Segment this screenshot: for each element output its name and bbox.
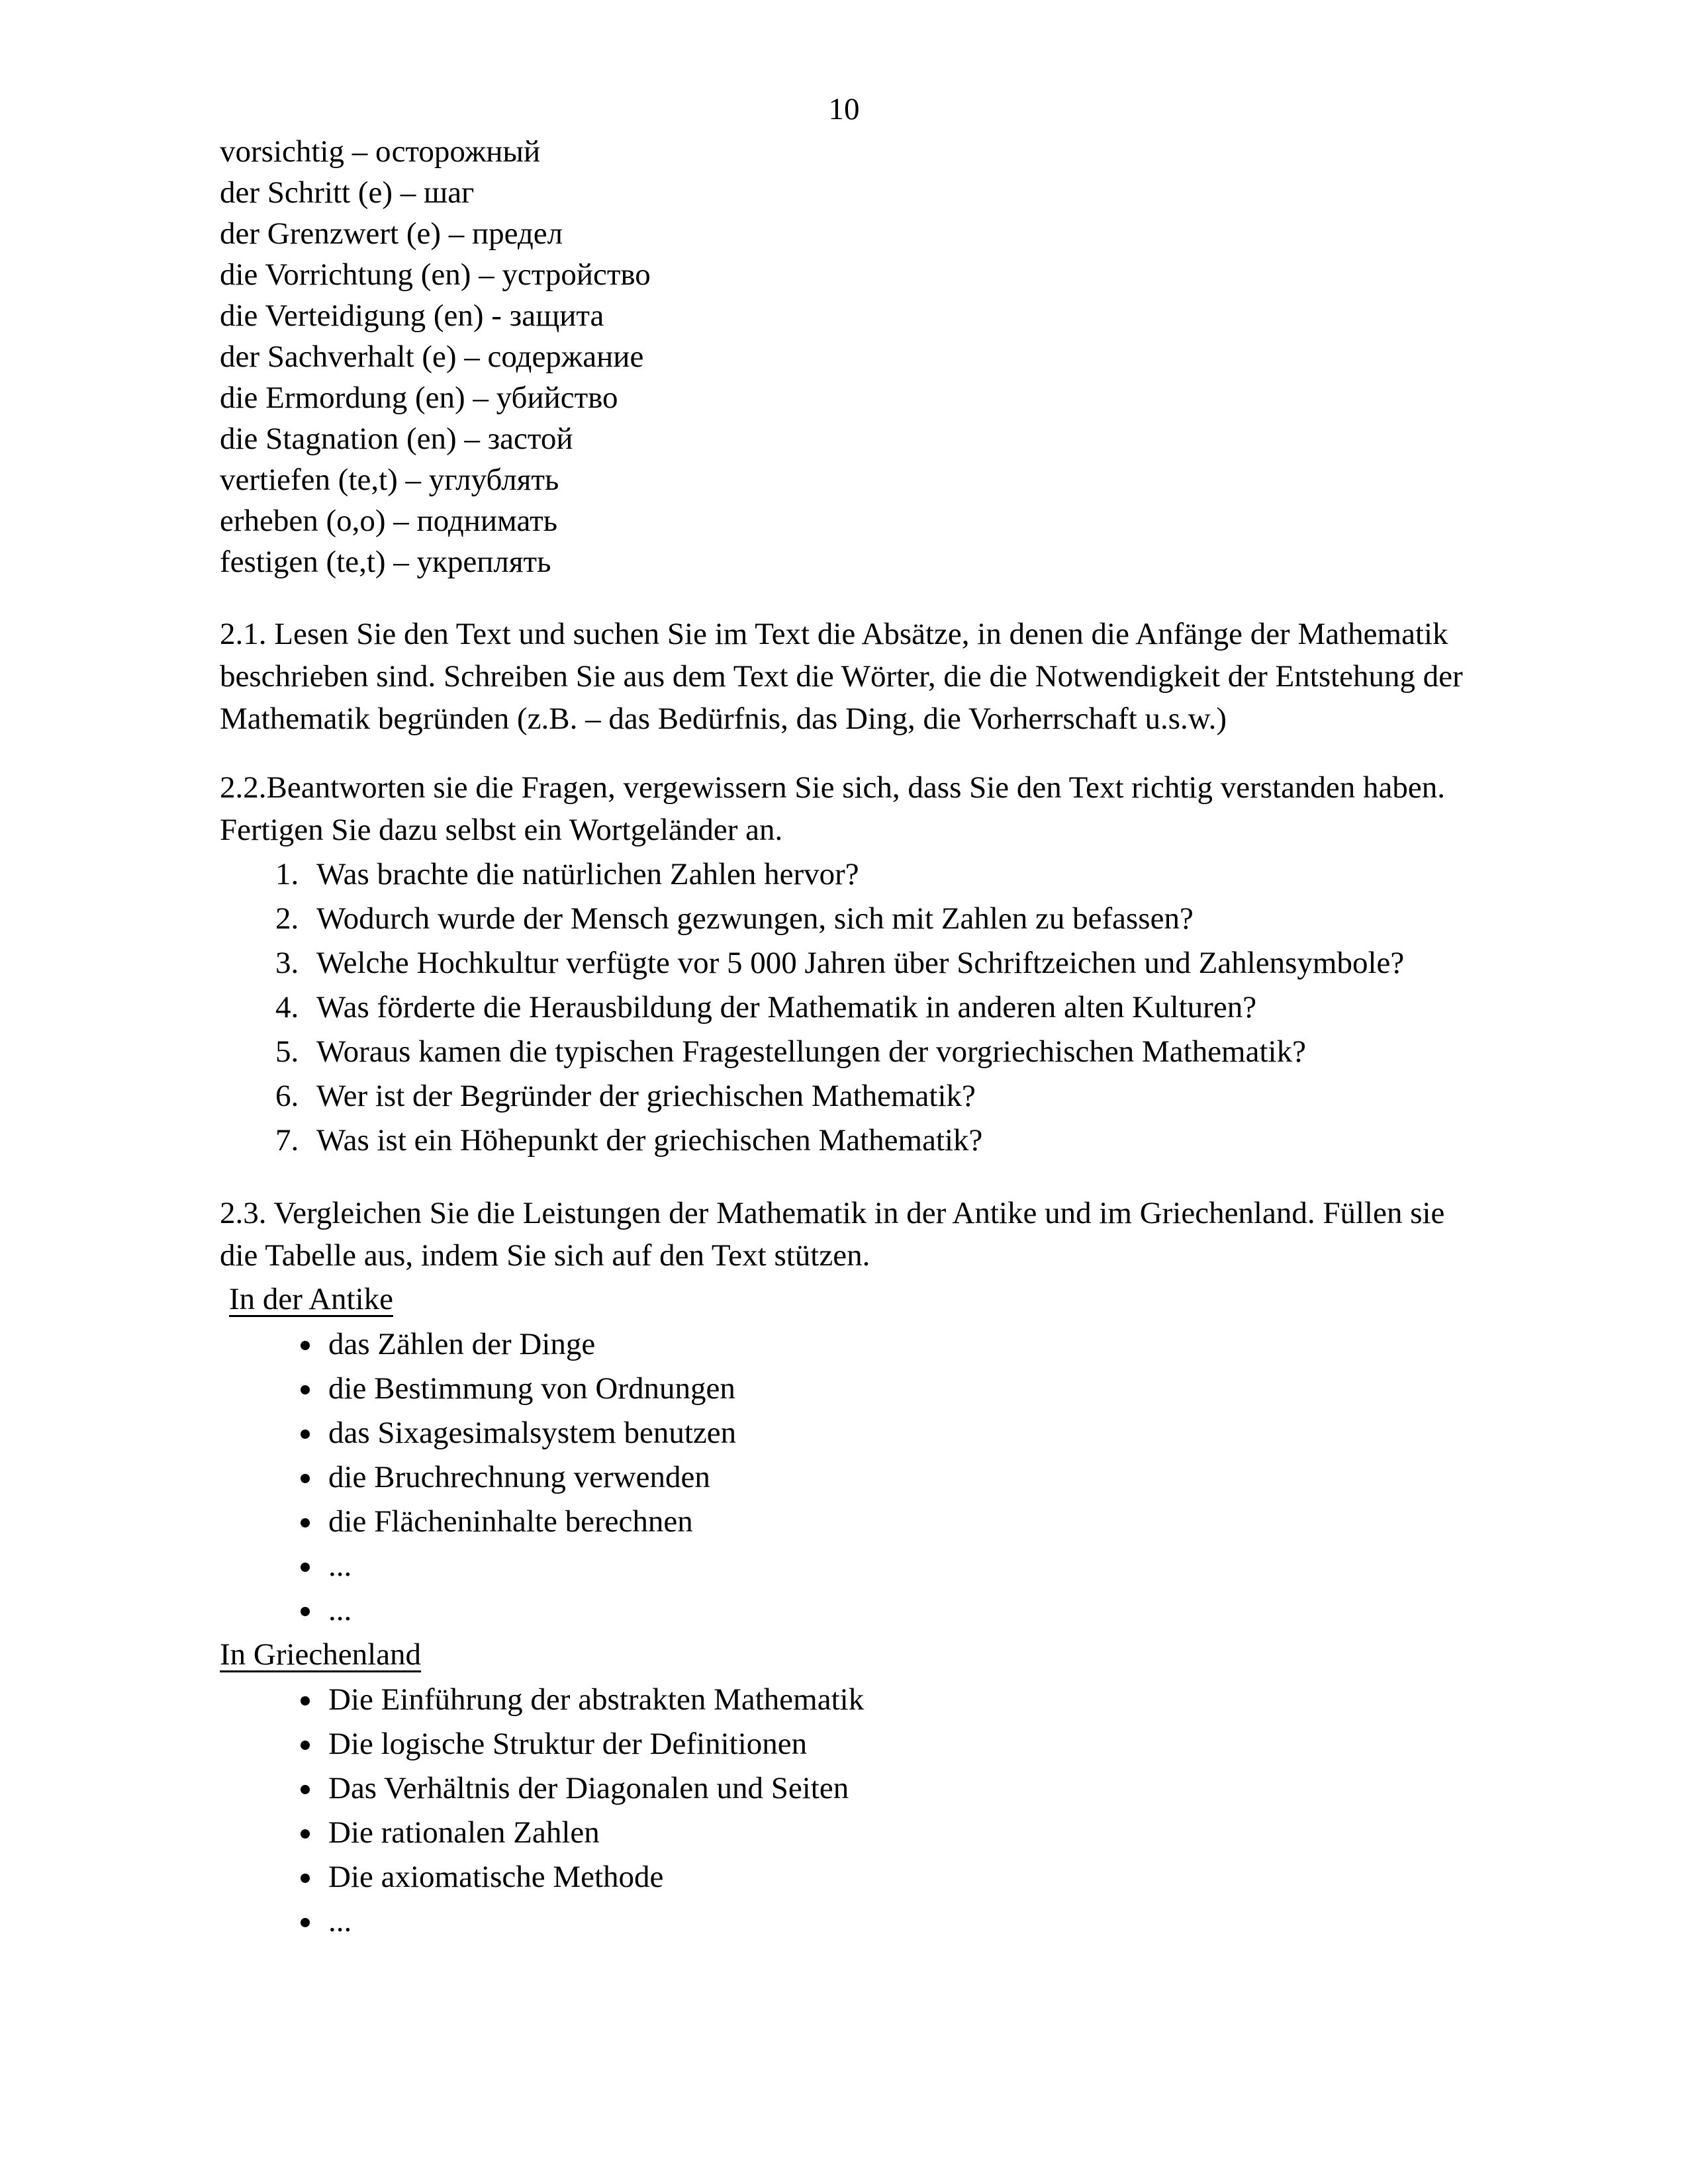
griechenland-heading-text: In Griechenland (220, 1637, 422, 1672)
antike-item: • ... (323, 1589, 1477, 1631)
question-item (220, 1075, 1477, 1117)
vocab-entry: der Schritt (e) – шаг (220, 175, 475, 210)
question-item (220, 1119, 1477, 1161)
question-item (220, 1030, 1477, 1073)
question-number: 5. (275, 1034, 299, 1069)
griechenland-heading (220, 1633, 1477, 1676)
griechenland-item: • Die axiomatische Methode (323, 1856, 1477, 1898)
antike-item: • das Sixagesimalsystem benutzen (323, 1412, 1477, 1454)
antike-list (220, 1323, 1477, 1631)
question-item (220, 942, 1477, 984)
question-number: 2. (275, 901, 299, 936)
vocab-entry: erheben (o,o) – поднимать (220, 504, 558, 538)
question-number: 7. (275, 1123, 299, 1158)
question-number: 6. (275, 1079, 299, 1113)
antike-item: • das Zählen der Dinge (323, 1323, 1477, 1365)
question-text: Wer ist der Begründer der griechischen Mathematik? (316, 1079, 976, 1113)
vocab-entry: vorsichtig – осторожный (220, 134, 541, 169)
question-text: Was ist ein Höhepunkt der griechischen Mathematik? (316, 1123, 983, 1158)
vocab-entry: die Ermordung (en) – убийство (220, 381, 618, 415)
question-list (220, 853, 1477, 1161)
vocab-entry: der Sachverhalt (e) – содержание (220, 340, 644, 374)
question-text: Was förderte die Herausbildung der Mathematik in anderen alten Kulturen? (316, 990, 1257, 1024)
vocab-entry: die Stagnation (en) – застой (220, 422, 573, 456)
section-2-1-paragraph: 2.1. Lesen Sie den Text und suchen Sie im Text die Absätze, in denen die Anfänge der Mathematik beschrieben sind. Schreiben Sie aus dem Text die Wörter, die die Notwendigkeit der Entstehung der Mathematik begründen (z.B. – das Bedürfnis, das Ding, die Vorherrschaft u.s.w.) (220, 617, 1463, 736)
question-item (220, 986, 1477, 1028)
question-text: Was brachte die natürlichen Zahlen hervor? (316, 857, 859, 891)
vocab-entry: der Grenzwert (e) – предел (220, 216, 563, 251)
griechenland-list (220, 1678, 1477, 1942)
question-number: 4. (275, 990, 299, 1024)
vocab-entry: vertiefen (te,t) – углублять (220, 463, 559, 497)
antike-item: • ... (323, 1545, 1477, 1587)
page-number: 10 (828, 92, 860, 126)
section-2-2-intro: 2.2.Beantworten sie die Fragen, vergewissern Sie sich, dass Sie den Text richtig verstanden haben. Fertigen Sie dazu selbst ein Wortgeländer an. (220, 770, 1446, 847)
vocab-entry: die Verteidigung (en) - защита (220, 298, 604, 333)
question-item (220, 897, 1477, 940)
griechenland-item: • Die rationalen Zahlen (323, 1811, 1477, 1854)
question-item (220, 853, 1477, 895)
vocab-entry: festigen (te,t) – укреплять (220, 545, 551, 579)
antike-item: • die Bruchrechnung verwenden (323, 1456, 1477, 1498)
antike-heading (220, 1278, 1477, 1320)
antike-heading-text: In der Antike (229, 1282, 393, 1316)
antike-item: • die Flächeninhalte berechnen (323, 1500, 1477, 1543)
page-content (220, 131, 1477, 1944)
question-text: Woraus kamen die typischen Fragestellungen der vorgriechischen Mathematik? (316, 1034, 1306, 1069)
question-text: Wodurch wurde der Mensch gezwungen, sich mit Zahlen zu befassen? (316, 901, 1194, 936)
antike-item: • die Bestimmung von Ordnungen (323, 1367, 1477, 1410)
griechenland-item: • Die Einführung der abstrakten Mathematik (323, 1678, 1477, 1721)
griechenland-item: • Das Verhältnis der Diagonalen und Seiten (323, 1767, 1477, 1809)
section-2-3-paragraph: 2.3. Vergleichen Sie die Leistungen der Mathematik in der Antike und im Griechenland. Füllen sie die Tabelle aus, indem Sie sich auf den Text stützen. (220, 1196, 1445, 1273)
question-number: 1. (275, 857, 299, 891)
griechenland-item: • ... (323, 1900, 1477, 1942)
griechenland-item: • Die logische Struktur der Definitionen (323, 1723, 1477, 1765)
vocab-entry: die Vorrichtung (en) – устройство (220, 257, 651, 292)
question-text: Welche Hochkultur verfügte vor 5 000 Jahren über Schriftzeichen und Zahlensymbole? (316, 946, 1405, 980)
vocabulary-list (220, 131, 1477, 582)
question-number: 3. (275, 946, 299, 980)
